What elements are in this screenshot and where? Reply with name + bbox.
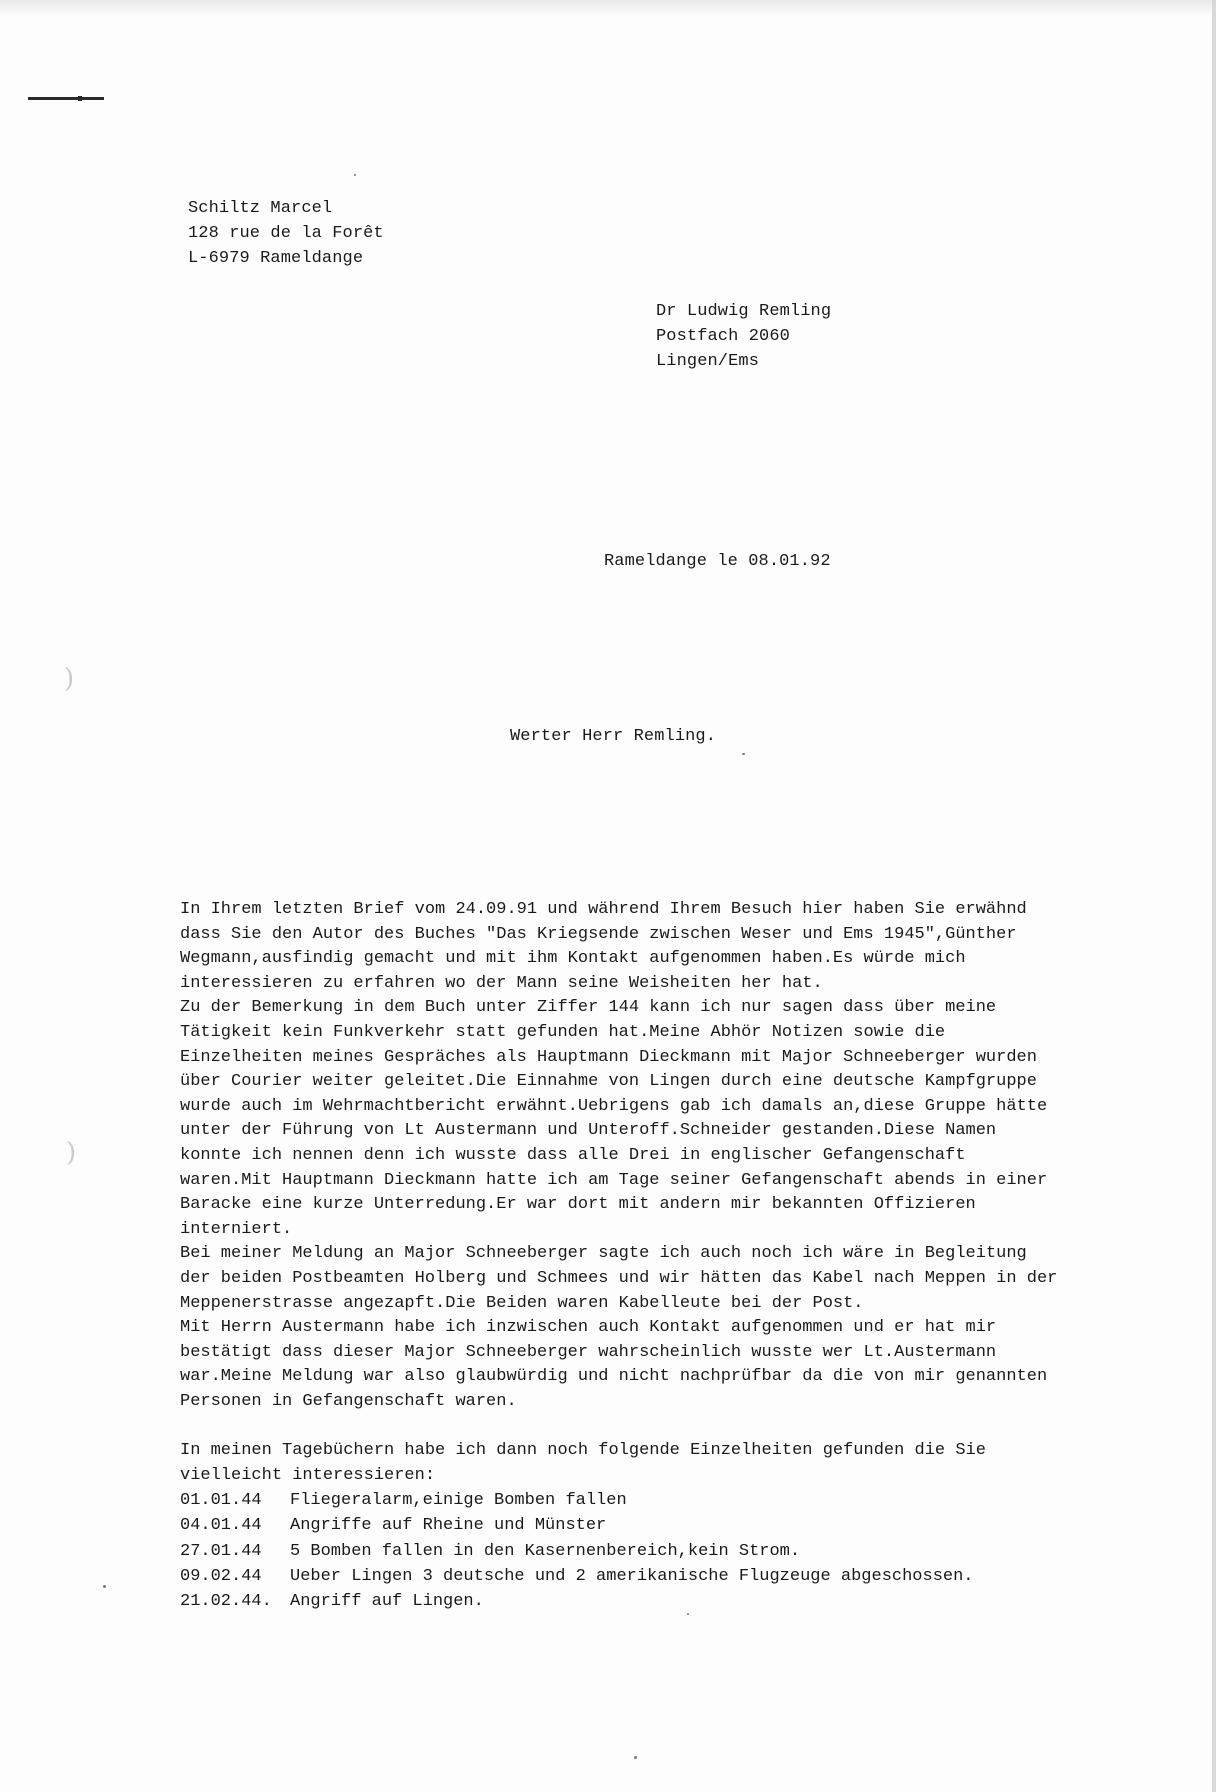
body-line: Einzelheiten meines Gespräches als Hauptmann Dieckmann mit Major Schneeberger wurden <box>180 1047 1037 1067</box>
diary-entry-text: Fliegeralarm,einige Bomben fallen <box>290 1491 627 1511</box>
body-line: Meppenerstrasse angezapft.Die Beiden waren Kabelleute bei der Post. <box>180 1293 864 1313</box>
sender-street: 128 rue de la Forêt <box>188 224 384 243</box>
letter-date: Rameldange le 08.01.92 <box>604 552 831 571</box>
diary-entry <box>180 1488 1080 1513</box>
body-line: Tätigkeit kein Funkverkehr statt gefunden hat.Meine Abhör Notizen sowie die <box>180 1022 946 1042</box>
recipient-name: Dr Ludwig Remling <box>656 302 832 321</box>
diary-entry-text: Ueber Lingen 3 deutsche und 2 amerikanische Flugzeuge abgeschossen. <box>290 1566 974 1586</box>
body-line: Personen in Gefangenschaft waren. <box>180 1391 517 1411</box>
diary-entry-date: 21.02.44. <box>180 1592 272 1611</box>
body-line: Wegmann,ausfindig gemacht und mit ihm Kontakt aufgenommen haben.Es würde mich <box>180 949 966 969</box>
diary-entry-date: 27.01.44 <box>180 1541 262 1561</box>
margin-mark-line <box>28 96 104 102</box>
body-line: bestätigt dass dieser Major Schneeberger wahrscheinlich wusste wer Lt.Austermann <box>180 1342 997 1362</box>
body-line: Zu der Bemerkung in dem Buch unter Ziffer 144 kann ich nur sagen dass über meine <box>180 998 997 1018</box>
diary-entry-text: Angriffe auf Rheine und Münster <box>290 1516 607 1536</box>
diary-entry-date: 01.01.44 <box>180 1491 262 1511</box>
hole-punch-mark-upper: ) <box>64 664 75 694</box>
body-line: konnte ich nennen denn ich wusste dass alle Drei in englischer Gefangenschaft <box>180 1145 966 1165</box>
diary-entry-text: Angriff auf Lingen. <box>290 1592 484 1611</box>
body-line: Mit Herrn Austermann habe ich inzwischen auch Kontakt aufgenommen und er hat mir <box>180 1318 997 1338</box>
sender-name: Schiltz Marcel <box>188 199 333 218</box>
scan-speck <box>742 753 745 755</box>
recipient-city: Lingen/Ems <box>656 352 760 371</box>
body-line: In Ihrem letzten Brief vom 24.09.91 und während Ihrem Besuch hier haben Sie erwähnd <box>180 900 1027 919</box>
diary-entry <box>180 1539 1080 1564</box>
body-line: unter der Führung von Lt Austermann und Unteroff.Schneider gestanden.Diese Namen <box>180 1121 997 1141</box>
sender-city: L-6979 Rameldange <box>188 249 364 268</box>
hole-punch-mark-lower: ) <box>66 1138 77 1168</box>
body-line: interniert. <box>180 1219 293 1239</box>
diary-entry-date: 09.02.44 <box>180 1566 262 1586</box>
scan-speck <box>634 1756 637 1759</box>
diary-entry <box>180 1513 1080 1538</box>
body-line: dass Sie den Autor des Buches "Das Kriegsende zwischen Weser und Ems 1945",Günther <box>180 924 1017 944</box>
salutation: Werter Herr Remling. <box>510 727 717 746</box>
body-line: waren.Mit Hauptmann Dieckmann hatte ich am Tage seiner Gefangenschaft abends in einer <box>180 1170 1048 1190</box>
diary-intro-line: In meinen Tagebüchern habe ich dann noch folgende Einzelheiten gefunden die Sie <box>180 1441 986 1461</box>
diary-entry <box>180 1564 1080 1589</box>
diary-entry-text: 5 Bomben fallen in den Kasernenbereich,kein Strom. <box>290 1541 801 1561</box>
recipient-postbox: Postfach 2060 <box>656 327 790 346</box>
scan-speck <box>354 174 356 176</box>
paragraph-gap <box>180 1414 1080 1439</box>
body-line: Bei meiner Meldung an Major Schneeberger sagte ich auch noch ich wäre in Begleitung <box>180 1244 1027 1264</box>
body-line: der beiden Postbeamten Holberg und Schmees und wir hätten das Kabel nach Meppen in der <box>180 1268 1058 1288</box>
body-line: wurde auch im Wehrmachtbericht erwähnt.Uebrigens gab ich damals an,diese Gruppe hätte <box>180 1096 1048 1116</box>
scan-right-edge <box>1212 0 1216 1792</box>
scan-speck <box>103 1585 106 1588</box>
diary-intro-line: vielleicht interessieren: <box>180 1465 436 1485</box>
letter-body <box>180 898 1080 1614</box>
body-line: Baracke eine kurze Unterredung.Er war dort mit andern mir bekannten Offizieren <box>180 1195 976 1215</box>
diary-entry <box>180 1589 1080 1614</box>
diary-entry-date: 04.01.44 <box>180 1516 262 1536</box>
body-line: interessieren zu erfahren wo der Mann seine Weisheiten her hat. <box>180 973 823 993</box>
scan-top-edge <box>0 0 1216 16</box>
body-line: war.Meine Meldung war also glaubwürdig und nicht nachprüfbar da die von mir genannten <box>180 1367 1048 1387</box>
body-line: über Courier weiter geleitet.Die Einnahme von Lingen durch eine deutsche Kampfgruppe <box>180 1072 1037 1092</box>
